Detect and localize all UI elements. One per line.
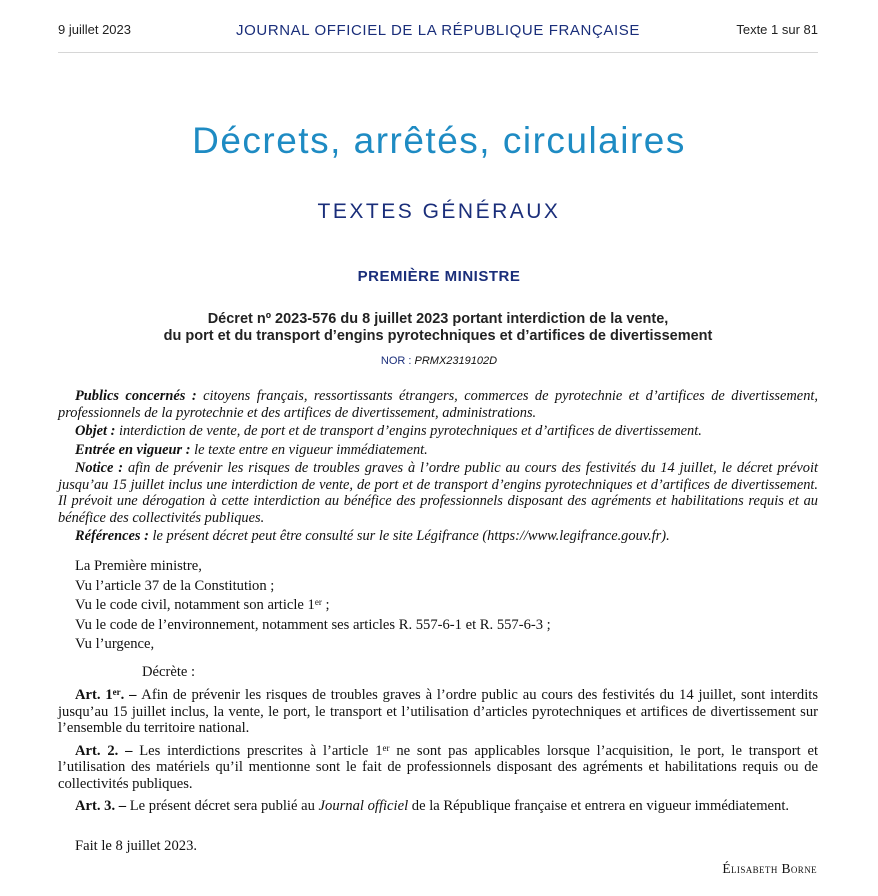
ordinal-superscript: er	[382, 742, 390, 753]
summary-text: le présent décret peut être consulté sur le site Légifrance (https://www.legifrance.gouv.fr).	[148, 528, 670, 544]
ordinal-superscript: er	[112, 687, 121, 697]
decree-title-line-2: du port et du transport d’engins pyrotechniques et d’artifices de divertissement	[163, 328, 713, 344]
journal-officiel-italic: Journal officiel	[318, 798, 409, 814]
nor-reference	[0, 355, 878, 367]
summary-label: Publics concernés :	[75, 388, 197, 404]
header-date: 9 juillet 2023	[58, 22, 131, 37]
summary-notice	[58, 460, 818, 526]
article-3-text: Le présent décret sera publié au	[126, 798, 319, 814]
summary-references	[58, 528, 818, 545]
visa-code-civil-end: ;	[321, 597, 330, 613]
summary-text: citoyens français, ressortissants étrangers, commerces de pyrotechnie et d’artifices de divertissement, professionnels de la pyrotechnie et des artifices de divertissement, administrations.	[58, 388, 818, 421]
article-1-text: Afin de prévenir les risques de troubles graves à l’ordre public au cours des festivités du 14 juillet, sont interdits jusqu’au 15 juillet inclus, la vente, le port, le transport et l’utilisation d’articles pyrotechniques et artifices de divertissement sur l’ensemble du territoire national.	[58, 687, 818, 736]
article-1-dash: . –	[120, 687, 142, 703]
article-2-text: Les interdictions prescrites à l’article 1	[132, 742, 383, 759]
ministry-heading: PREMIÈRE MINISTRE	[357, 268, 521, 285]
section-title: TEXTES GÉNÉRAUX	[317, 200, 561, 223]
article-3	[58, 798, 818, 815]
summary-text: le texte entre en vigueur immédiatement.	[190, 441, 428, 458]
summary-objet	[58, 423, 818, 440]
header-text-number: Texte 1 sur 81	[736, 22, 818, 37]
article-1	[58, 687, 818, 737]
summary-label: Entrée en vigueur :	[75, 441, 191, 458]
article-2	[58, 743, 818, 793]
visa-urgence: Vu l’urgence,	[75, 636, 155, 652]
summary-text: interdiction de vente, de port et de transport d’engins pyrotechniques et d’artifices de divertissement.	[115, 423, 702, 439]
visas-intro: La Première ministre,	[75, 558, 202, 574]
nor-code: PRMX2319102D	[414, 355, 498, 367]
article-3-text-end: de la République française et entrera en vigueur immédiatement.	[408, 798, 790, 814]
summary-text: afin de prévenir les risques de troubles graves à l’ordre public au cours des festivités du 14 juillet, le décret prévoit jusqu’au 15 juillet inclus une interdiction de vente, de port et de transport d’engins pyrotechniques et d’artifices de divertissement. Il prévoit une dérogation à cette interdiction au bénéfice des professionnels disposant des agréments et habilitations requis et au bénéfice des collectivités publiques.	[58, 460, 818, 526]
decree-title	[58, 311, 818, 345]
closing-date: Fait le 8 juillet 2023.	[75, 838, 198, 854]
main-title: Décrets, arrêtés, circulaires	[192, 120, 686, 161]
decree-summary	[58, 388, 818, 547]
summary-label: Objet :	[75, 423, 116, 439]
visa-constitution: Vu l’article 37 de la Constitution ;	[75, 577, 275, 594]
article-2-label: Art. 2. –	[75, 742, 133, 759]
article-2-text-end: ne sont pas applicables lorsque l’acquisition, le port, le transport et l’utilisation des matériels qu’il mentionne sont le fait de professionnels disposant des agréments et habilitations requis ou de collectivités publiques.	[58, 742, 818, 792]
visa-code-civil	[58, 596, 818, 616]
header-journal-name: JOURNAL OFFICIEL DE LA RÉPUBLIQUE FRANÇAISE	[236, 22, 640, 39]
visa-code-civil-text: Vu le code civil, notamment son article 1	[75, 597, 315, 613]
summary-label: Notice :	[75, 460, 124, 476]
articles-block	[58, 687, 818, 821]
nor-label: NOR :	[380, 355, 415, 367]
article-1-label	[75, 687, 141, 703]
summary-publics	[58, 388, 818, 421]
article-1-label-text: Art. 1	[75, 687, 113, 703]
decree-title-line-1: Décret nº 2023-576 du 8 juillet 2023 portant interdiction de la vente,	[207, 311, 669, 327]
page-header	[58, 16, 818, 53]
visas-block	[58, 557, 818, 655]
summary-label: Références :	[75, 528, 149, 544]
signature: Élisabeth Borne	[722, 861, 817, 876]
decrete-heading: Décrète :	[142, 664, 196, 680]
visa-code-environnement: Vu le code de l’environnement, notamment ses articles R. 557-6-1 et R. 557-6-3 ;	[75, 616, 551, 633]
article-3-label: Art. 3. –	[75, 798, 127, 814]
ordinal-superscript: er	[314, 597, 322, 607]
summary-entree-en-vigueur	[58, 442, 818, 459]
